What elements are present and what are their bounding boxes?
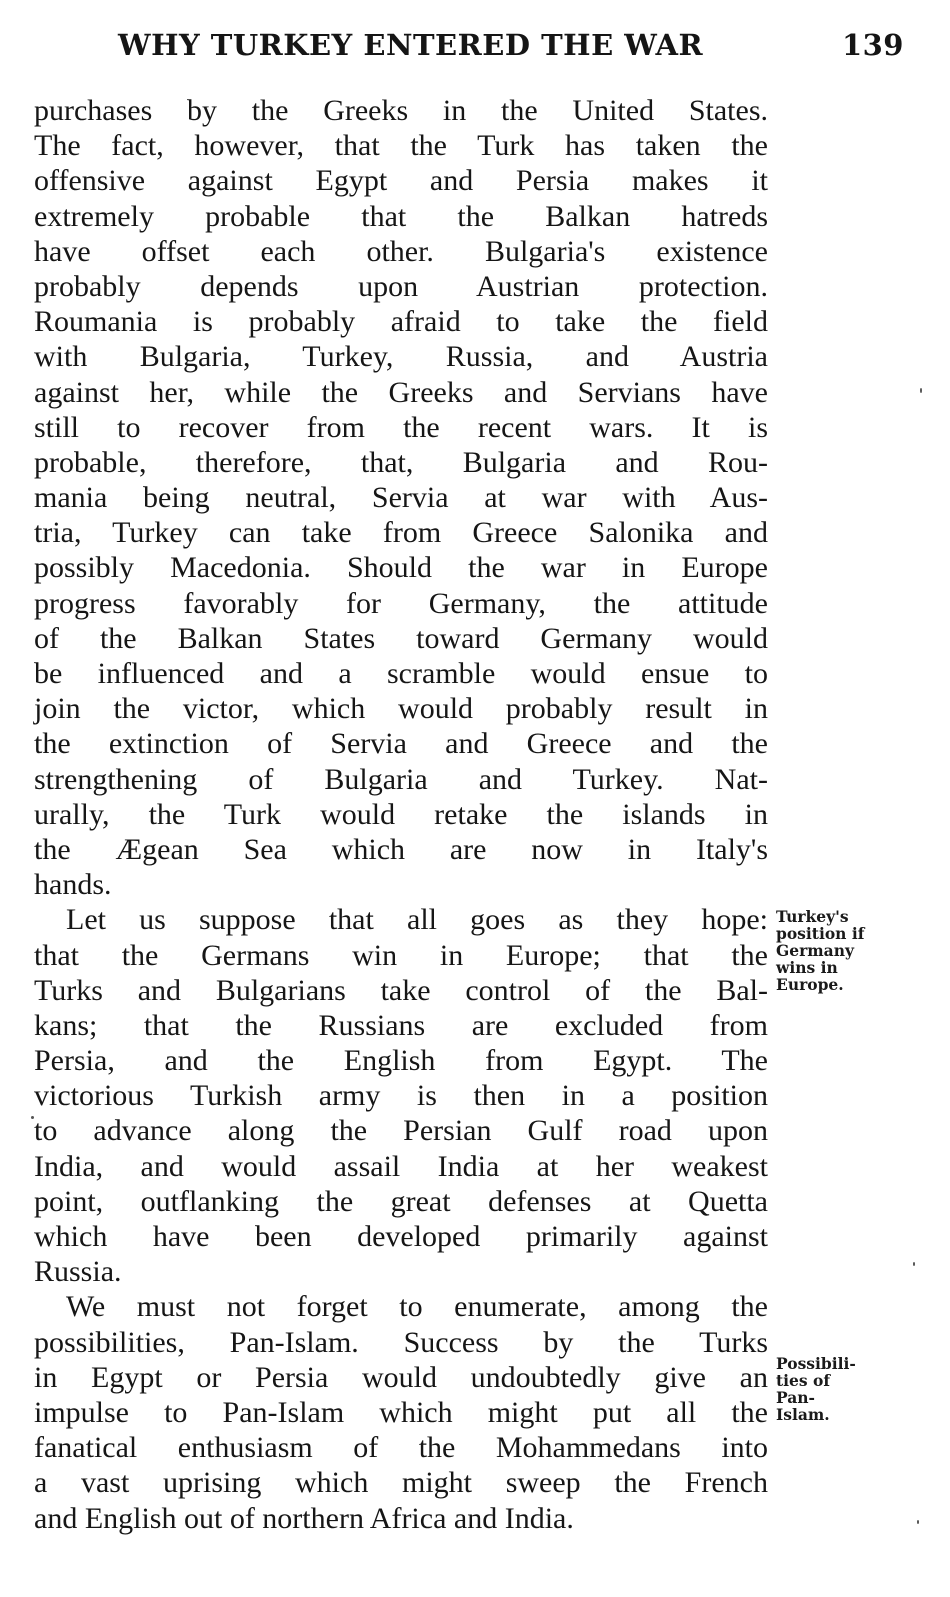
margin-note-line: Pan- [776,1388,815,1407]
text-line: with Bulgaria, Turkey, Russia, and Austria [34,340,768,374]
paragraph-2 [34,902,768,1289]
text-line: tria, Turkey can take from Greece Salonika and [34,516,768,550]
text-line: purchases by the Greeks in the United States. [34,94,768,127]
margin-note-line: ties of [776,1371,831,1390]
text-line: be influenced and a scramble would ensue to [34,657,768,690]
margin-note-pan-islam [776,1355,916,1423]
body-text [34,93,768,1536]
margin-note-line: Europe. [776,975,844,994]
margin-note-line: Possibili- [776,1354,856,1373]
text-line: mania being neutral, Servia at war with Aus- [34,481,768,515]
text-line: The fact, however, that the Turk has taken the [34,129,768,163]
text-line: and English out of northern Africa and India. [34,1501,574,1535]
text-line: that the Germans win in Europe; that the [34,938,768,972]
scan-speck [917,1520,919,1524]
text-line: extremely probable that the Balkan hatreds [34,199,768,233]
text-line: probably depends upon Austrian protection. [34,269,768,303]
scan-speck [920,388,922,393]
text-line: of the Balkan States toward Germany would [34,621,768,655]
margin-note-turkey-position [776,908,916,993]
text-line: Persia, and the English from Egypt. The [34,1044,768,1078]
running-head [118,28,908,68]
text-line: kans; that the Russians are excluded from [34,1008,768,1042]
text-line: the extinction of Servia and Greece and the [34,727,768,761]
paragraph-3 [34,1289,768,1535]
margin-note-line: Germany [776,941,854,960]
margin-note-line: position if [776,924,865,943]
text-line: victorious Turkish army is then in a position [34,1079,768,1113]
page-number: 139 [841,28,904,62]
text-line: impulse to Pan-Islam which might put all the [34,1395,768,1429]
text-line: Turks and Bulgarians take control of the Bal- [34,973,768,1007]
margin-note-line: wins in [776,958,838,977]
text-line: to advance along the Persian Gulf road upon [34,1114,768,1148]
text-line: against her, while the Greeks and Servians have [34,375,768,409]
text-line: point, outflanking the great defenses at Quetta [34,1184,768,1218]
text-line: still to recover from the recent wars. It is [34,410,768,444]
text-line: which have been developed primarily against [34,1220,768,1253]
running-head-title: WHY TURKEY ENTERED THE WAR [118,28,704,62]
text-line: fanatical enthusiasm of the Mohammedans into [34,1431,768,1465]
paragraph-1 [34,93,768,902]
text-line: Roumania is probably afraid to take the field [34,305,768,339]
text-line: urally, the Turk would retake the islands in [34,797,768,831]
text-line: possibly Macedonia. Should the war in Europe [34,551,768,585]
text-line: have offset each other. Bulgaria's existence [34,234,768,268]
text-line: the Ægean Sea which are now in Italy's [34,832,768,866]
text-line: offensive against Egypt and Persia makes it [34,164,768,198]
margin-note-line: Islam. [776,1405,830,1424]
text-line: probable, therefore, that, Bulgaria and Rou- [34,445,768,479]
text-line: India, and would assail India at her weakest [34,1149,768,1183]
scan-speck [913,1262,915,1266]
text-line: hands. [34,868,112,902]
text-line: join the victor, which would probably result in [34,692,768,726]
text-line: a vast uprising which might sweep the French [34,1466,768,1500]
text-line: in Egypt or Persia would undoubtedly give an [34,1360,768,1394]
text-line: Russia. [34,1255,122,1289]
text-line: strengthening of Bulgaria and Turkey. Nat- [34,762,768,796]
text-line: possibilities, Pan-Islam. Success by the Turks [34,1325,768,1359]
text-line: We must not forget to enumerate, among the [66,1290,768,1324]
margin-note-line: Turkey's [776,907,849,926]
text-line: Let us suppose that all goes as they hope: [66,903,768,937]
scan-speck [31,1116,34,1119]
text-line: progress favorably for Germany, the attitude [34,586,768,620]
